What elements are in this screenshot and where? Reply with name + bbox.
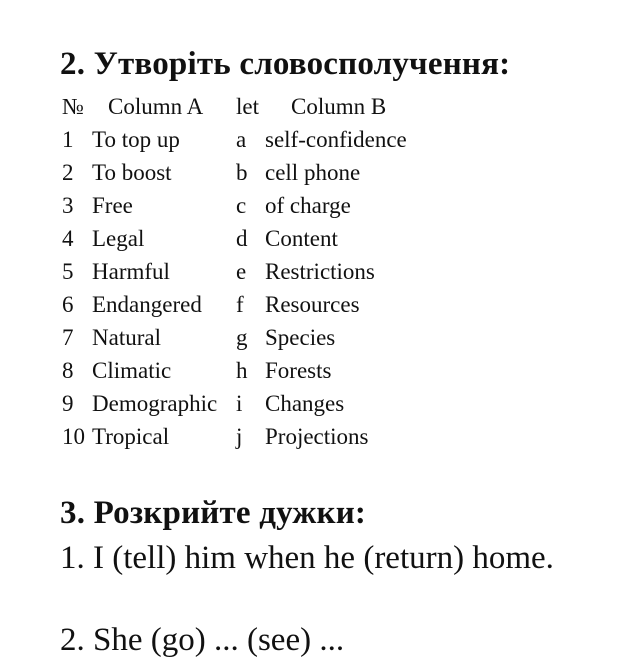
- column-a-phrase: Harmful: [92, 259, 170, 284]
- row-letter: i: [236, 391, 243, 416]
- row-letter: a: [236, 127, 247, 152]
- column-b-phrase: Forests: [265, 358, 332, 383]
- row-number: 1: [62, 127, 74, 152]
- row-number: 2: [62, 160, 74, 185]
- column-a-phrase: Free: [92, 193, 133, 218]
- row-letter: d: [236, 226, 248, 251]
- exercise-3-title: 3. Розкрийте дужки:: [60, 495, 367, 531]
- column-b-phrase: cell phone: [265, 160, 361, 185]
- header-column-a: Column A: [108, 94, 204, 119]
- column-a-phrase: To boost: [92, 160, 172, 185]
- column-a-phrase: Legal: [92, 226, 145, 251]
- row-letter: e: [236, 259, 247, 284]
- column-a-phrase: Tropical: [92, 424, 170, 449]
- row-letter: j: [236, 424, 243, 449]
- column-b-phrase: of charge: [265, 193, 351, 218]
- column-a-phrase: Endangered: [92, 292, 202, 317]
- row-letter: c: [236, 193, 247, 218]
- column-a-phrase: Climatic: [92, 358, 172, 383]
- column-b-phrase: self-confidence: [265, 127, 407, 152]
- row-letter: g: [236, 325, 248, 350]
- row-number: 10: [62, 424, 85, 449]
- column-b-phrase: Projections: [265, 424, 369, 449]
- row-number: 5: [62, 259, 74, 284]
- row-letter: f: [236, 292, 244, 317]
- header-column-b: Column B: [291, 94, 387, 119]
- row-number: 7: [62, 325, 74, 350]
- column-b-phrase: Content: [265, 226, 338, 251]
- header-letter: let: [236, 94, 259, 119]
- column-b-phrase: Changes: [265, 391, 345, 416]
- column-b-phrase: Species: [265, 325, 336, 350]
- column-a-phrase: To top up: [92, 127, 180, 152]
- row-letter: h: [236, 358, 248, 383]
- column-b-phrase: Restrictions: [265, 259, 375, 284]
- row-number: 9: [62, 391, 74, 416]
- column-a-phrase: Demographic: [92, 391, 218, 416]
- row-letter: b: [236, 160, 248, 185]
- row-number: 8: [62, 358, 74, 383]
- row-number: 3: [62, 193, 74, 218]
- column-a-phrase: Natural: [92, 325, 161, 350]
- exercise-3-sentence-2-fragment: 2. She (go) ... (see) ...: [60, 622, 345, 658]
- exercise-3-sentence-1: 1. I (tell) him when he (return) home.: [60, 540, 554, 576]
- exercise-2-title: 2. Утворіть словосполучення:: [60, 46, 511, 82]
- column-b-phrase: Resources: [265, 292, 360, 317]
- row-number: 4: [62, 226, 74, 251]
- header-number: №: [62, 94, 84, 119]
- row-number: 6: [62, 292, 74, 317]
